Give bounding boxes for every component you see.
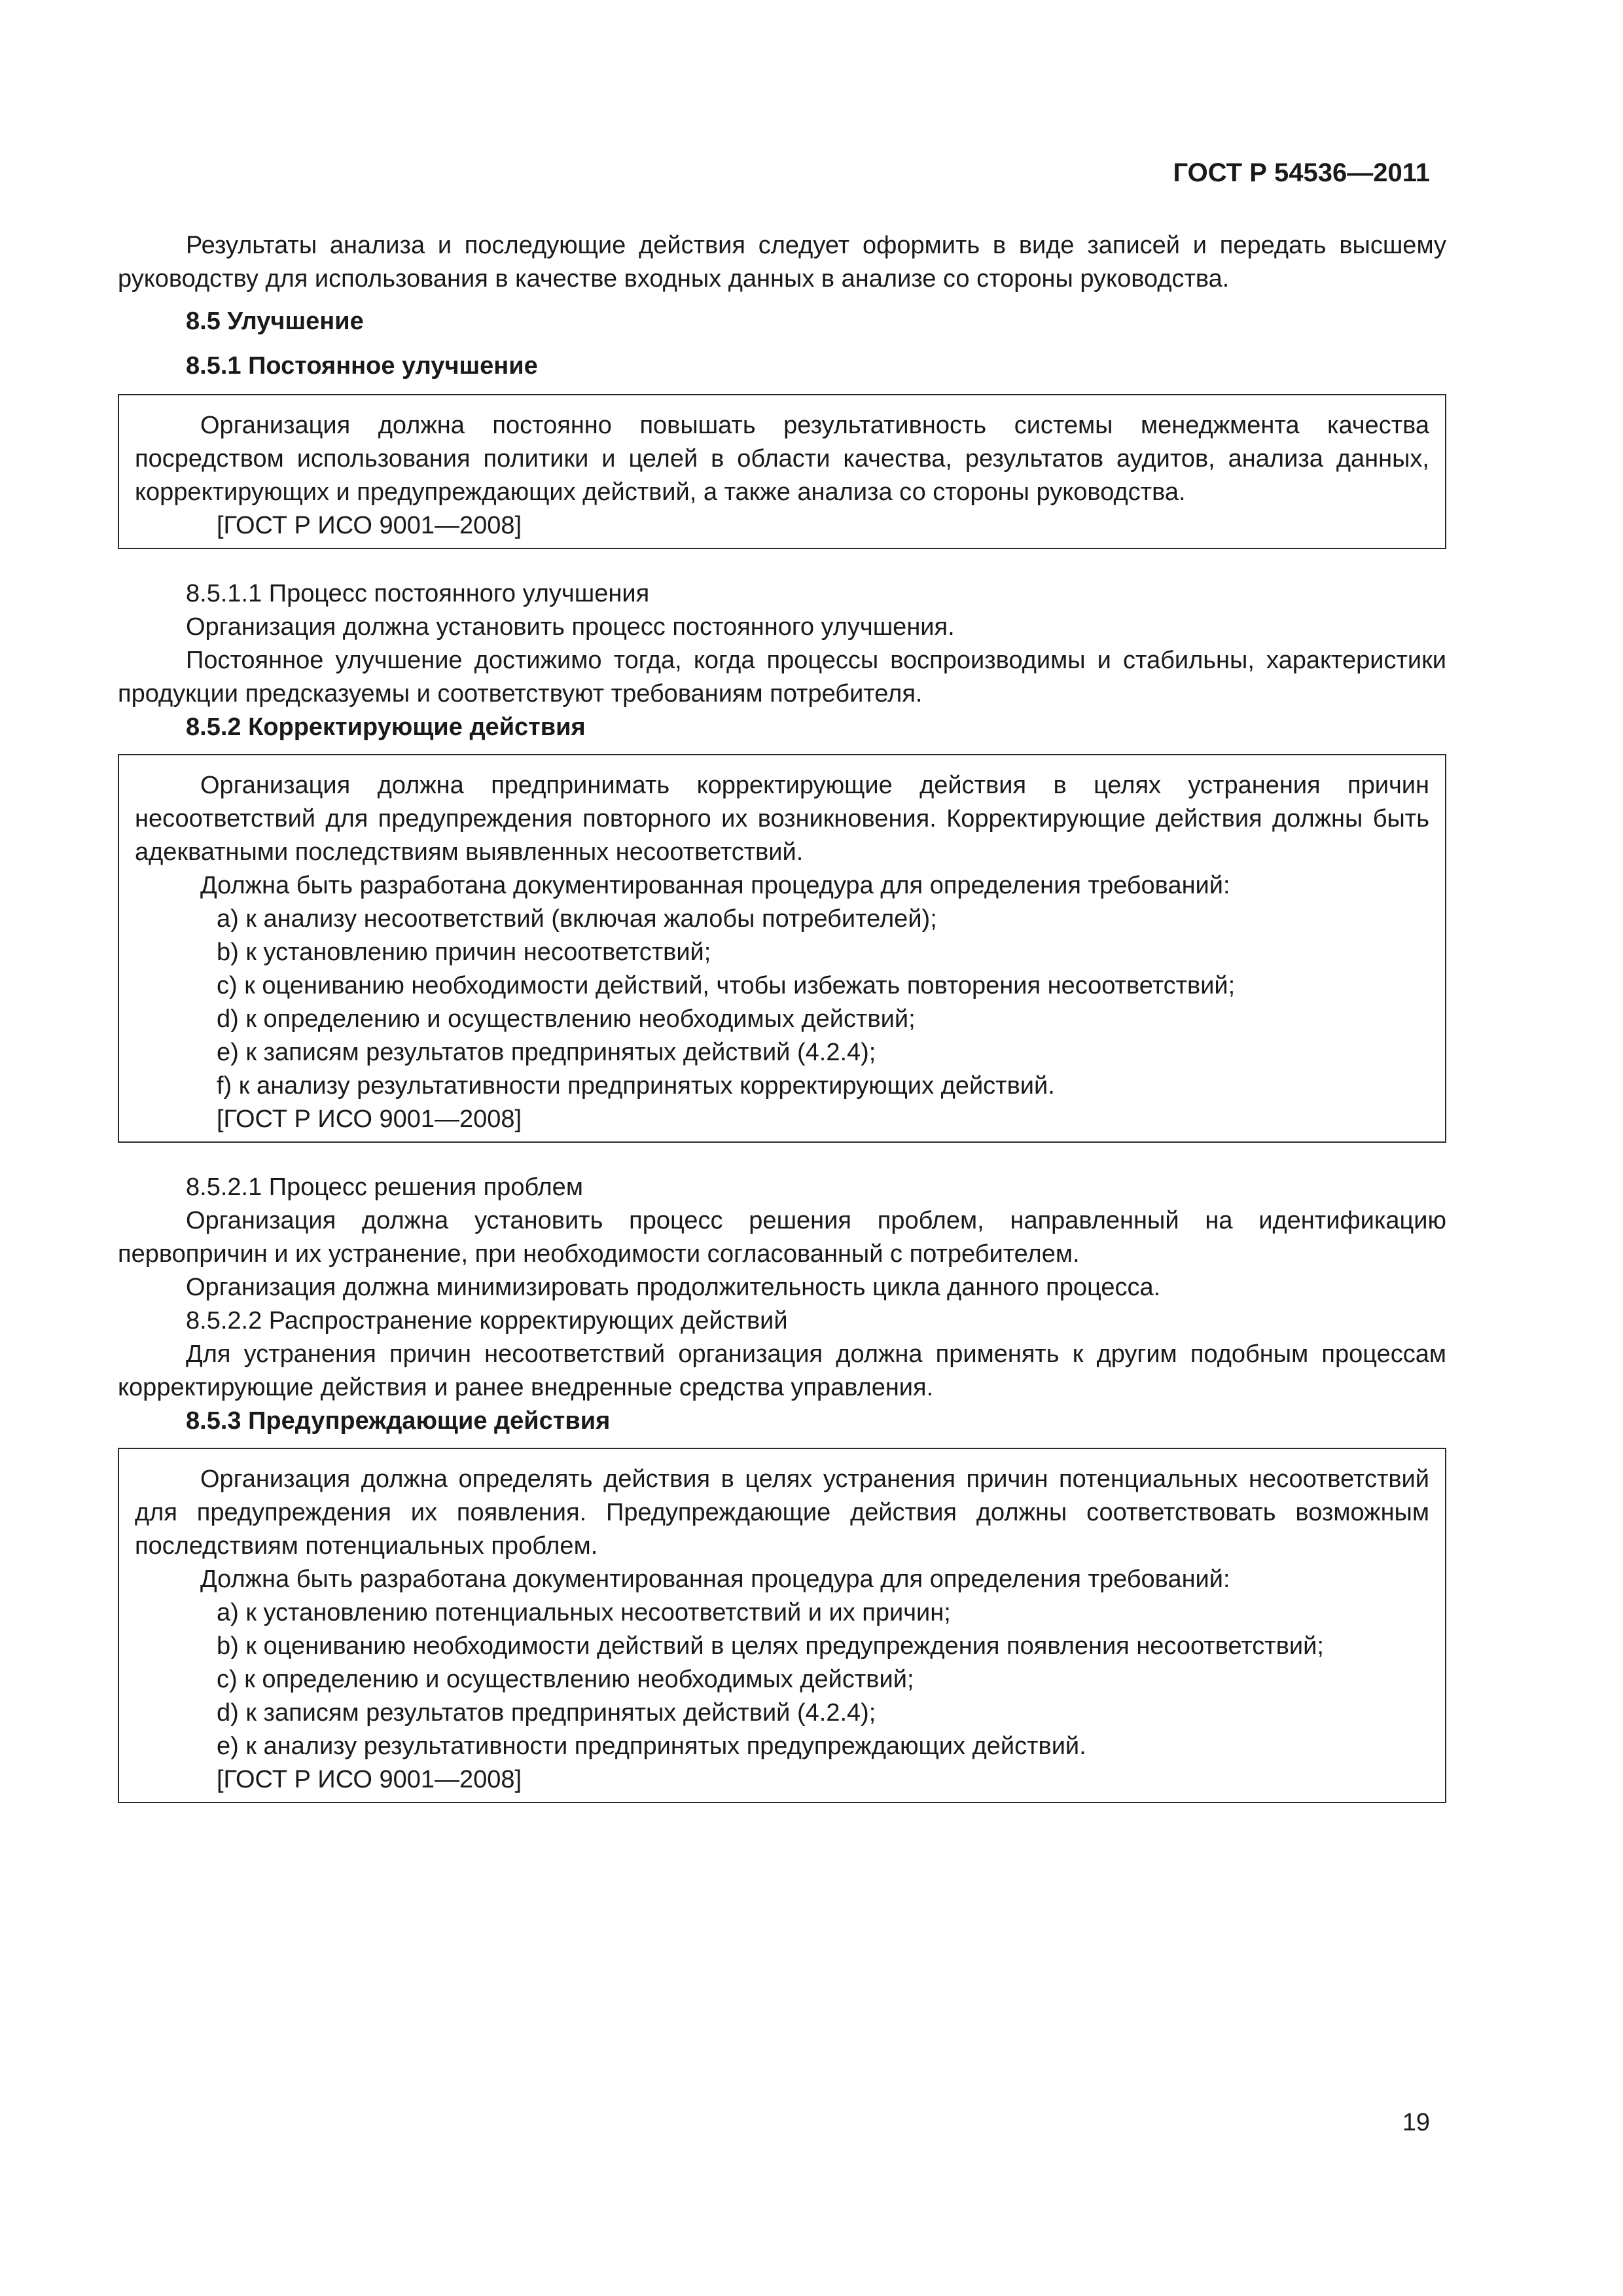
section-8-5-2-2-heading: 8.5.2.2 Распространение корректирующих действий	[186, 1307, 788, 1335]
document-id-header: ГОСТ Р 54536—2011	[1173, 158, 1430, 187]
section-8-5-1-heading: 8.5.1 Постоянное улучшение	[186, 352, 538, 380]
intro-paragraph: Результаты анализа и последующие действия следует оформить в виде записей и передать высшему руководству для использования в качестве входных данных в анализе со стороны руководства.	[118, 232, 1446, 293]
page-number: 19	[1402, 2109, 1430, 2136]
quote-text: Организация должна предпринимать корректирующие действия в целях устранения причин несоответствий для предупреждения повторного их возникновения. Корректирующие действия должны быть адекватными последствиям выявленных несоответствий.	[135, 772, 1429, 866]
list-item: а) к установлению потенциальных несоответствий и их причин;	[217, 1599, 951, 1626]
quote-reference: [ГОСТ Р ИСО 9001—2008]	[217, 1766, 522, 1793]
list-item: d) к записям результатов предпринятых действий (4.2.4);	[217, 1699, 876, 1727]
section-8-5-1-1-heading: 8.5.1.1 Процесс постоянного улучшения	[186, 580, 650, 607]
paragraph: Организация должна установить процесс постоянного улучшения.	[186, 613, 955, 641]
quote-text: Должна быть разработана документированная процедура для определения требований:	[200, 872, 1230, 899]
quote-box-8-5-3	[118, 1448, 1446, 1803]
section-8-5-2-1-heading: 8.5.2.1 Процесс решения проблем	[186, 1174, 583, 1201]
list-item: d) к определению и осуществлению необходимых действий;	[217, 1005, 916, 1033]
paragraph: Для устранения причин несоответствий организация должна применять к другим подобным процессам корректирующие действия и ранее внедренные средства управления.	[118, 1340, 1446, 1401]
quote-box-8-5-2	[118, 754, 1446, 1143]
paragraph: Организация должна установить процесс решения проблем, направленный на идентификацию первопричин и их устранение, при необходимости согласованный с потребителем.	[118, 1207, 1446, 1268]
list-item: c) к определению и осуществлению необходимых действий;	[217, 1666, 914, 1693]
page-content	[118, 229, 1446, 1831]
section-8-5-heading: 8.5 Улучшение	[186, 308, 364, 335]
quote-reference: [ГОСТ Р ИСО 9001—2008]	[217, 1105, 522, 1133]
list-item: b) к оцениванию необходимости действий в целях предупреждения появления несоответствий;	[217, 1632, 1324, 1660]
list-item: b) к установлению причин несоответствий;	[217, 939, 711, 966]
quote-reference: [ГОСТ Р ИСО 9001—2008]	[217, 512, 522, 539]
list-item: e) к анализу результативности предпринятых предупреждающих действий.	[217, 1732, 1086, 1760]
quote-box-8-5-1	[118, 394, 1446, 549]
list-item: c) к оцениванию необходимости действий, чтобы избежать повторения несоответствий;	[217, 972, 1236, 999]
section-8-5-3-heading: 8.5.3 Предупреждающие действия	[186, 1407, 611, 1435]
quote-text: Организация должна определять действия в целях устранения причин потенциальных несоответствий для предупреждения их появления. Предупреждающие действия должны соответствовать возможным последствиям потенциальных проблем.	[135, 1465, 1429, 1560]
paragraph: Постоянное улучшение достижимо тогда, когда процессы воспроизводимы и стабильны, характеристики продукции предсказуемы и соответствуют требованиям потребителя.	[118, 647, 1446, 708]
list-item: а) к анализу несоответствий (включая жалобы потребителей);	[217, 905, 937, 933]
section-8-5-2-heading: 8.5.2 Корректирующие действия	[186, 713, 586, 741]
paragraph: Организация должна минимизировать продолжительность цикла данного процесса.	[186, 1274, 1161, 1301]
quote-text: Организация должна постоянно повышать результативность системы менеджмента качества посредством использования политики и целей в области качества, результатов аудитов, анализа данных, корректирующих и предупреждающих действий, а также анализа со стороны руководства.	[135, 412, 1429, 506]
quote-text: Должна быть разработана документированная процедура для определения требований:	[200, 1566, 1230, 1593]
list-item: f) к анализу результативности предпринятых корректирующих действий.	[217, 1072, 1055, 1100]
list-item: e) к записям результатов предпринятых действий (4.2.4);	[217, 1039, 876, 1066]
